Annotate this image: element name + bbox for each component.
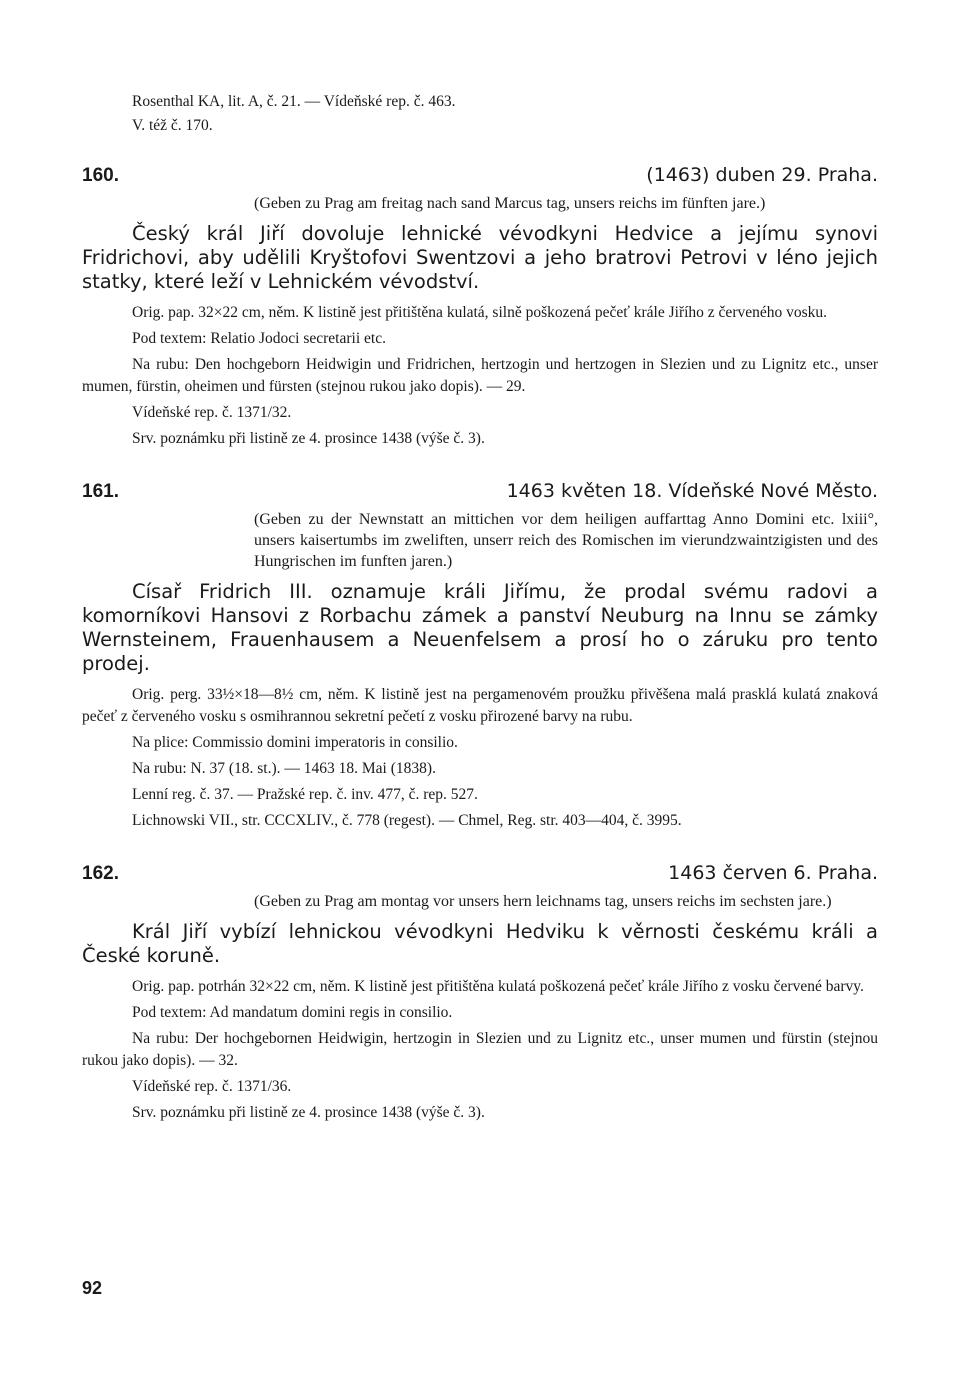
document-page [82,90,878,1124]
entry-note: Na rubu: Der hochgebornen Heidwigin, hertzogin in Slezien und zu Lignitz etc., unser mumen und fürstin (stejnou rukou jako dopis). — 32. [82,1030,878,1069]
entry-date: 1463 květen 18. Vídeňské Nové Město. [506,480,878,502]
entry-note: Srv. poznámku při listině ze 4. prosince 1438 (výše č. 3). [132,430,485,447]
entry-quote: (Geben zu der Newnstatt an mittichen vor dem heiligen auffarttag Anno Domini etc. lxiii°, unsers kaisertumbs im zweliften, unserr reich des Romischen im vierundzwaintzigisten und des Hungrischen im funften jaren.) [254,511,878,570]
entry-note: Lenní reg. č. 37. — Pražské rep. č. inv. 477, č. rep. 527. [132,786,478,803]
header-line-1: Rosenthal KA, lit. A, č. 21. — Vídeňské rep. č. 463. [132,93,456,110]
entry-note: Orig. pap. potrhán 32×22 cm, něm. K listině jest přitištěna kulatá poškozená pečeť krále Jiřího z vosku červené barvy. [132,978,864,995]
entry-date: (1463) duben 29. Praha. [646,164,878,186]
entry-number: 162. [82,863,119,884]
entry-regest: Císař Fridrich III. oznamuje králi Jiřímu, že prodal svému radovi a komorníkovi Hansovi z Rorbachu zámek a panství Neuburg na Innu se zámky Wernsteinem, Frauenhausem a Neuenfelsem a prosí ho o záruku pro tento prodej. [82,580,878,675]
entry-160 [82,164,878,450]
entry-number: 160. [82,165,119,186]
entry-quote: (Geben zu Prag am montag vor unsers hern leichnams tag, unsers reichs im sechsten jare.) [254,893,832,910]
entry-note: Orig. perg. 33½×18—8½ cm, něm. K listině jest na pergamenovém proužku přivěšena malá prasklá kulatá znaková pečeť z červeného vosku s osmihrannou sekretní pečetí z vosku přirozené barvy na rubu. [82,686,878,725]
entry-heading [82,164,878,187]
entry-heading [82,862,878,885]
entry-note: Pod textem: Ad mandatum domini regis in consilio. [132,1004,453,1021]
entry-note: Na rubu: Den hochgeborn Heidwigin und Fridrichen, hertzogin und hertzogen in Slezien und zu Lignitz etc., unser mumen, fürstin, oheimen und fürsten (stejnou rukou jako dopis). — 29. [82,356,878,395]
entry-note: Srv. poznámku při listině ze 4. prosince 1438 (výše č. 3). [132,1104,485,1121]
entry-note: Vídeňské rep. č. 1371/32. [132,404,292,421]
entry-date: 1463 červen 6. Praha. [668,862,878,884]
entry-note: Na plice: Commissio domini imperatoris in consilio. [132,734,458,751]
entry-note: Lichnowski VII., str. CCCXLIV., č. 778 (regest). — Chmel, Reg. str. 403—404, č. 3995. [132,812,682,829]
header-line-2: V. též č. 170. [132,117,213,134]
entry-regest: Král Jiří vybízí lehnickou vévodkyni Hedviku k věrnosti českému králi a České koruně. [82,920,878,967]
entry-note: Pod textem: Relatio Jodoci secretarii etc. [132,330,386,347]
entry-note: Vídeňské rep. č. 1371/36. [132,1078,292,1095]
entry-162 [82,862,878,1124]
entry-note: Na rubu: N. 37 (18. st.). — 1463 18. Mai (1838). [132,760,436,777]
entry-regest: Český král Jiří dovoluje lehnické vévodkyni Hedvice a jejímu synovi Fridrichovi, aby udělili Kryštofovi Swentzovi a jeho bratrovi Petrovi v léno jejich statky, které leží v Lehnickém vévodství. [82,222,878,293]
entry-quote: (Geben zu Prag am freitag nach sand Marcus tag, unsers reichs im fünften jare.) [254,195,766,212]
entry-heading [82,480,878,503]
page-number: 92 [82,1278,103,1298]
entry-number: 161. [82,481,119,502]
entry-161 [82,480,878,832]
entry-note: Orig. pap. 32×22 cm, něm. K listině jest přitištěna kulatá, silně poškozená pečeť krále Jiřího z červeného vosku. [132,304,828,321]
